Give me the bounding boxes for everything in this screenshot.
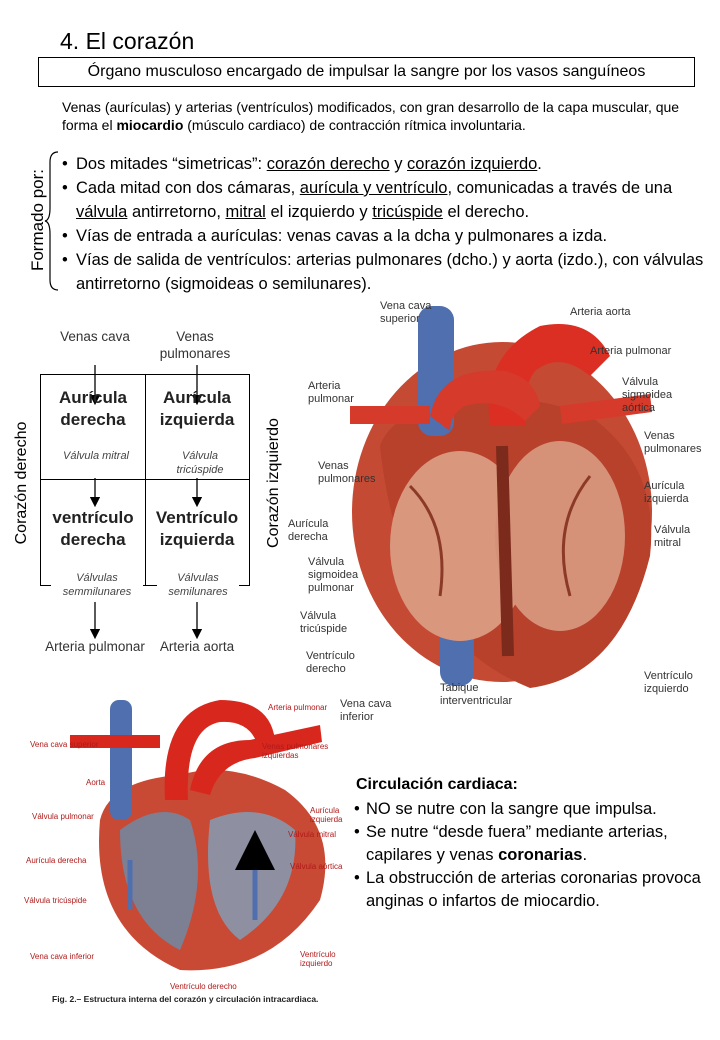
intro-text-1: Venas (aurículas) y arterias (ventrículos) modificados, con gran desarrollo de la capa muscular, que forma el [62,99,680,133]
heart-chamber-grid [40,374,250,598]
label-valvula-mitral: Válvula mitral [654,524,691,549]
h2-label-valvula-mitral: Válvula mitral [288,830,337,839]
valvula-tricuspide-label: Válvula tricúspide [176,450,224,476]
auricula-derecha-cell: Aurícula derecha [58,388,128,429]
venas-cava-label: Venas cava [60,329,130,344]
list-item: • Se nutre “desde fuera” mediante arterias, capilares y venas coronarias. [354,821,714,867]
diagram-arrows [0,0,300,690]
h2-label-valvula-aortica: Válvula aórtica [290,862,343,871]
auricula-izquierda-cell: Aurícula izquierda [159,388,235,429]
valvulas-semilunares-left: Válvulas semmilunares [51,571,143,599]
valvulas-semilunares-right: Válvulas semilunares [157,571,239,599]
ventriculo-derecha-cell: ventrículo derecha [52,508,134,549]
label-arteria-pulmonar-right: Arteria pulmonar [590,345,672,357]
h2-label-aorta: Aorta [86,778,106,787]
venas-pulmonares-label: Venas pulmonares [159,329,231,361]
corazon-derecho-label: Corazón derecho [13,421,30,545]
label-valvula-tricuspide: Válvula tricúspide [300,610,348,635]
list-item: • NO se nutre con la sangre que impulsa. [354,798,714,821]
label-vena-cava-superior: Vena cava superior [380,300,432,325]
definition-box: Órgano musculoso encargado de impulsar la sangre por los vasos sanguíneos [38,57,695,87]
valvula-mitral-label: Válvula mitral [62,450,130,462]
intro-text-2: (músculo cardiaco) de contracción rítmica involuntaria. [183,117,526,133]
list-item: • La obstrucción de arterias coronarias provoca anginas o infartos de miocardio. [354,867,714,913]
label-vena-cava-inferior: Vena cava inferior [340,698,392,723]
label-valvula-sigmoidea-pulmonar: Válvula sigmoidea pulmonar [308,556,359,594]
label-ventriculo-derecho: Ventrículo derecho [306,650,355,675]
label-valvula-sigmoidea-aortica: Válvula sigmoidea aórtica [622,376,673,414]
circulacion-list [354,798,714,913]
h2-label-ventriculo-derecho: Ventrículo derecho [170,982,237,991]
formado-label: Formado por: [28,168,47,272]
h2-label-valvula-tricuspide: Válvula tricúspide [24,896,87,905]
ventriculo-izquierda-cell: Ventrículo izquierda [155,508,239,549]
label-ventriculo-izquierdo: Ventrículo izquierdo [644,670,693,695]
label-venas-pulmonares-right: Venas pulmonares [644,430,702,455]
h2-label-auricula-izquierda: Aurícula izquierda [310,806,343,824]
h2-label-ventriculo-izquierdo: Ventrículo izquierdo [300,950,336,968]
h2-label-vena-cava-inferior: Vena cava inferior [30,952,95,961]
label-auricula-izquierda: Aurícula izquierda [644,480,689,505]
list-item: • Cada mitad con dos cámaras, aurícula y ventrículo, comunicadas a través de una válvula antirretorno, mitral el izquierdo y tricúspide el derecho. [62,176,712,224]
h2-label-venas-pulmonares: Venas pulmonares izquierdas [262,742,329,760]
intro-bold: miocardio [116,117,184,133]
label-venas-pulmonares-left: Venas pulmonares [318,460,376,485]
page-title: 4. El corazón [60,28,195,54]
h2-label-arteria-pulmonar: Arteria pulmonar [268,703,328,712]
list-item: • Vías de salida de ventrículos: arterias pulmonares (dcho.) y aorta (izdo.), con válvulas antirretorno (sigmoideas o semilunares). [62,248,712,296]
label-arteria-aorta: Arteria aorta [570,306,631,318]
arteria-pulmonar-label: Arteria pulmonar [45,639,145,654]
corazon-izquierdo-label: Corazón izquierdo [265,418,282,548]
h2-label-vena-cava-superior: Vena cava superior [30,740,99,749]
list-item: • Dos mitades “simetricas”: corazón derecho y corazón izquierdo. [62,152,712,176]
label-auricula-derecha: Aurícula derecha [288,518,329,543]
h2-label-auricula-derecha: Aurícula derecha [26,856,87,865]
label-tabique: Tabique interventricular [440,682,513,707]
figure-caption: Fig. 2.– Estructura interna del corazón y circulación intracardiaca. [52,994,319,1004]
label-arteria-pulmonar-left: Arteria pulmonar [308,380,354,405]
circulacion-title: Circulación cardiaca: [356,776,518,793]
h2-label-valvula-pulmonar: Válvula pulmonar [32,812,94,821]
arteria-aorta-label: Arteria aorta [159,639,235,654]
list-item: • Vías de entrada a aurículas: venas cavas a la dcha y pulmonares a izda. [62,224,712,248]
